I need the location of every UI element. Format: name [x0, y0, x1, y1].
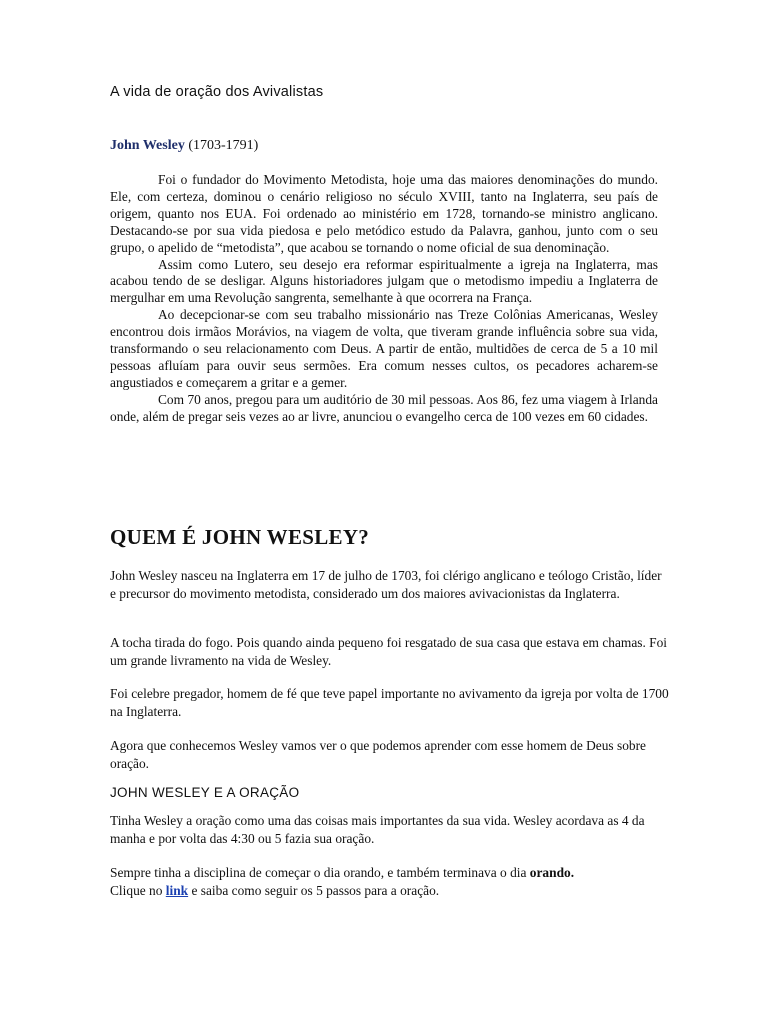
section-paragraph: John Wesley nasceu na Inglaterra em 17 de julho de 1703, foi clérigo anglicano e teólogo Cristão, líder e precursor do movimento metodista, considerado um dos maiores avivacionistas da Inglaterra. — [110, 568, 662, 601]
intro-paragraph: Assim como Lutero, seu desejo era reformar espiritualmente a igreja na Inglaterra, mas acabou tendo de se desligar. Alguns historiadores julgam que o metodismo impediu a Inglaterra de mergulhar em uma Revolução sangrenta, semelhante à que ocorrera na França. — [110, 256, 658, 306]
closing-text: Clique no — [110, 882, 166, 898]
intro-paragraph: Ao decepcionar-se com seu trabalho missionário nas Treze Colônias Americanas, Wesley encontrou dois irmãos Morávios, na viagem de volta, que tiveram grande influência sobre sua vida, transformando o seu relacionamento com Deus. A partir de então, multidões de cerca de 5 a 10 mil pessoas afluíam para ouvir seus sermões. Era comum nesses cultos, os pecadores acharem-se angustiados e começarem a gritar e a gemer. — [110, 307, 658, 390]
closing-bold-text: orando. — [529, 865, 575, 880]
closing-paragraph — [110, 864, 670, 899]
bio-name: John Wesley — [110, 138, 185, 153]
bio-heading — [110, 138, 258, 154]
prayer-paragraph: Tinha Wesley a oração como uma das coisas mais importantes da sua vida. Wesley acordava as 4 da manha e por volta das 4:30 ou 5 fazia sua oração. — [110, 813, 645, 846]
document-title: A vida de oração dos Avivalistas — [110, 84, 324, 100]
section-paragraph: Agora que conhecemos Wesley vamos ver o que podemos aprender com esse homem de Deus sobre oração. — [110, 738, 646, 771]
prayer-steps-link[interactable]: link — [165, 882, 189, 898]
intro-paragraph: Com 70 anos, pregou para um auditório de 30 mil pessoas. Aos 86, fez uma viagem à Irlanda onde, além de pregar seis vezes ao ar livre, anunciou o evangelho cerca de 100 vezes em 60 cidades. — [110, 391, 658, 424]
section-heading: QUEM É JOHN WESLEY? — [110, 525, 370, 549]
section-paragraph: Foi celebre pregador, homem de fé que teve papel importante no avivamento da igreja por volta de 1700 na Inglaterra. — [110, 686, 669, 719]
intro-section — [110, 172, 658, 426]
closing-text: Sempre tinha a disciplina de começar o dia orando, e também terminava o dia — [110, 865, 530, 880]
intro-paragraph: Foi o fundador do Movimento Metodista, hoje uma das maiores denominações do mundo. Ele, com certeza, dominou o cenário religioso no século XVIII, tanto na Inglaterra, seu país de origem, quanto nos EUA. Foi ordenado ao ministério em 1728, tornando-se ministro anglicano. Destacando-se por sua vida piedosa e pelo metódico estudo da Palavra, ganhou, junto com o seu grupo, o apelido de “metodista”, que acabou se tornando o nome oficial de sua denominação. — [110, 172, 658, 255]
closing-text: e saiba como seguir os 5 passos para a oração. — [188, 882, 440, 898]
bio-years: (1703-1791) — [188, 138, 259, 153]
sub-heading: JOHN WESLEY E A ORAÇÃO — [110, 785, 300, 800]
section-paragraph: A tocha tirada do fogo. Pois quando ainda pequeno foi resgatado de sua casa que estava em chamas. Foi um grande livramento na vida de Wesley. — [110, 635, 668, 668]
